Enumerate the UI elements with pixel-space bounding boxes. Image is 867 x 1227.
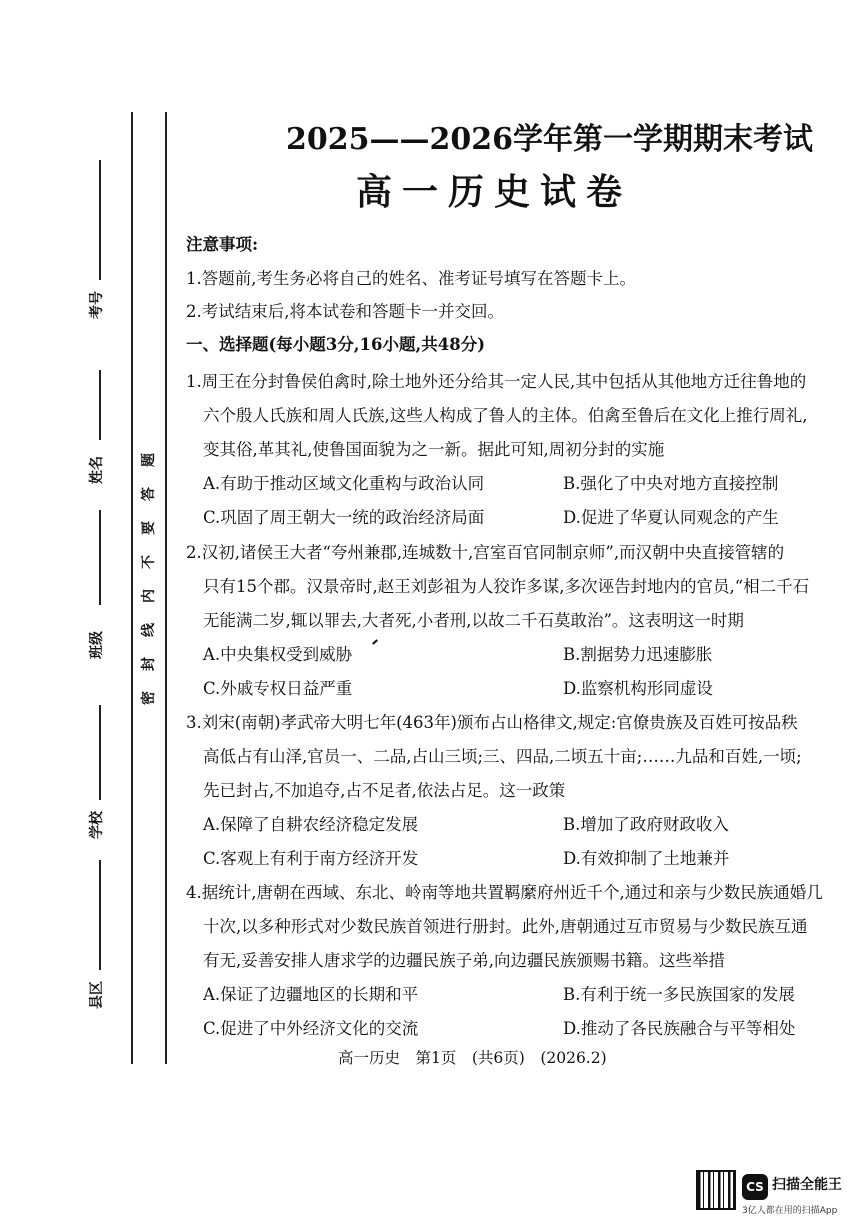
- seal-char: 题: [141, 453, 157, 467]
- name-label: 姓名: [89, 456, 105, 484]
- question-3-option-c: C.客观上有利于南方经济开发: [203, 849, 419, 868]
- question-4-option-c: C.促进了中外经济文化的交流: [203, 1019, 419, 1038]
- binding-line-outer: [131, 112, 133, 1064]
- question-1-line: 六个殷人氏族和周人氏族,这些人构成了鲁人的主体。伯禽至鲁后在文化上推行周礼,: [203, 406, 808, 425]
- seal-char: 封: [141, 657, 157, 671]
- question-4-option-a: A.保证了边疆地区的长期和平: [203, 985, 419, 1004]
- question-3-option-d: D.有效抑制了土地兼并: [563, 849, 730, 868]
- question-3-line: 先已封占,不加追夺,占不足者,依法占足。这一政策: [203, 781, 566, 800]
- question-2-line: 2.汉初,诸侯王大者“夸州兼郡,连城数十,宫室百官同制京师”,而汉朝中央直接管辖的: [186, 543, 785, 562]
- page-footer: 高一历史 第1页 (共6页) (2026.2): [338, 1049, 607, 1067]
- exam-title: 2025——2026学年第一学期期末考试: [286, 122, 813, 157]
- question-3-line: 3.刘宋(南朝)孝武帝大明七年(463年)颁布占山格律文,规定:官僚贵族及百姓可按品秩: [186, 713, 798, 732]
- question-4-option-d: D.推动了各民族融合与平等相处: [563, 1019, 796, 1038]
- exam-number-label: 考号: [89, 291, 105, 319]
- question-1-option-d: D.促进了华夏认同观念的产生: [563, 508, 779, 527]
- stray-mark: [372, 639, 378, 644]
- question-3-line: 高低占有山泽,官员一、二品,占山三顷;三、四品,二顷五十亩;……九品和百姓,一顷;: [203, 747, 802, 766]
- question-2-option-c: C.外戚专权日益严重: [203, 679, 353, 698]
- watermark-name: 扫描全能王: [772, 1177, 842, 1193]
- notice-item: 2.考试结束后,将本试卷和答题卡一并交回。: [186, 302, 504, 321]
- exam-number-field: [0, 160, 130, 360]
- question-1-line: 变其俗,革其礼,使鲁国面貌为之一新。据此可知,周初分封的实施: [203, 440, 665, 459]
- question-4-line: 4.据统计,唐朝在西域、东北、岭南等地共置羁縻府州近千个,通过和亲与少数民族通婚几: [186, 883, 823, 902]
- seal-notice: [134, 450, 162, 720]
- question-2-line: 只有15个郡。汉景帝时,赵王刘彭祖为人狡诈多谋,多次诬告封地内的官员,“相二千石: [203, 577, 810, 596]
- question-1-option-a: A.有助于推动区域文化重构与政治认同: [203, 474, 485, 493]
- district-field: [0, 860, 130, 1060]
- camscanner-logo-icon: CS: [742, 1174, 768, 1200]
- question-1-option-b: B.强化了中央对地方直接控制: [563, 474, 779, 493]
- class-label: 班级: [89, 631, 105, 659]
- question-4-line: 十次,以多种形式对少数民族首领进行册封。此外,唐朝通过互市贸易与少数民族互通: [203, 917, 808, 936]
- seal-char: 线: [141, 623, 157, 637]
- question-1-option-c: C.巩固了周王朝大一统的政治经济局面: [203, 508, 485, 527]
- seal-char: 密: [141, 691, 157, 705]
- class-field: [0, 510, 130, 710]
- qr-code-icon: [696, 1170, 736, 1210]
- question-3-option-b: B.增加了政府财政收入: [563, 815, 729, 834]
- question-1-line: 1.周王在分封鲁侯伯禽时,除土地外还分给其一定人民,其中包括从其他地方迁往鲁地的: [186, 372, 807, 391]
- question-3-option-a: A.保障了自耕农经济稳定发展: [203, 815, 419, 834]
- seal-char: 不: [141, 555, 157, 569]
- seal-char: 答: [141, 487, 157, 501]
- question-4-line: 有无,妥善安排人唐求学的边疆民族子弟,向边疆民族颁赐书籍。这些举措: [203, 951, 725, 970]
- question-2-option-a: A.中央集权受到威胁: [203, 645, 353, 664]
- question-2-option-d: D.监察机构形同虚设: [563, 679, 713, 698]
- seal-char: 内: [141, 589, 157, 603]
- exam-subtitle: 高一历史试卷: [356, 171, 633, 213]
- seal-char: 要: [141, 521, 157, 535]
- section-heading: 一、选择题(每小题3分,16小题,共48分): [186, 335, 486, 354]
- notice-item: 1.答题前,考生务必将自己的姓名、准考证号填写在答题卡上。: [186, 269, 636, 288]
- district-label: 县区: [89, 981, 105, 1009]
- notice-heading: 注意事项:: [186, 235, 259, 254]
- binding-line-inner: [165, 112, 167, 1064]
- question-2-option-b: B.割据势力迅速膨胀: [563, 645, 713, 664]
- school-label: 学校: [89, 811, 105, 839]
- question-4-option-b: B.有利于统一多民族国家的发展: [563, 985, 795, 1004]
- question-2-line: 无能满二岁,辄以罪去,大者死,小者刑,以故二千石莫敢治”。这表明这一时期: [203, 611, 744, 630]
- watermark-tagline: 3亿人都在用的扫描App: [742, 1206, 838, 1216]
